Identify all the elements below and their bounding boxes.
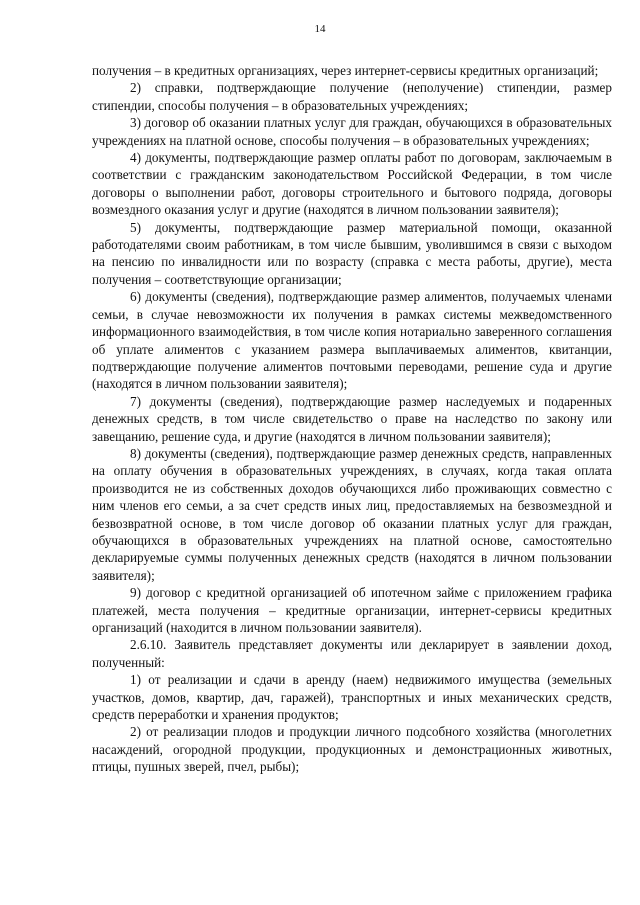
paragraph-item-6: 6) документы (сведения), подтверждающие размер алиментов, получаемых членами семьи, в случае невозможности их получения в рамках системы межведомственного информационного взаимодействия, в том числе копия нотариально заверенного соглашения об уплате алиментов с указанием размера выплачиваемых алиментов, квитанции, подтверждающие получение алиментов почтовыми переводами, решение суда и другие (находятся в личном пользовании заявителя); [92, 289, 612, 392]
page-number: 14 [314, 23, 326, 35]
paragraph-item-9: 9) договор с кредитной организацией об ипотечном займе с приложением графика платежей, места получения – кредитные организации, интернет-сервисы кредитных организаций (находится в личном пользовании заявителя). [92, 585, 612, 635]
document-body [92, 62, 612, 776]
paragraph-item-8: 8) документы (сведения), подтверждающие размер денежных средств, направленных на оплату обучения в образовательных учреждениях, в случаях, когда такая оплата производится не из собственных доходов обучающихся либо проживающих совместно с ним членов его семьи, а за счет средств иных лиц, предоставляемых на безвозмездной и безвозвратной основе, в том числе договор об оказании платных услуг для граждан, обучающихся в образовательных учреждениях на платной основе, самостоятельно декларируемые суммы полученных денежных средств (находятся в личном пользовании заявителя); [92, 445, 612, 583]
paragraph-item-7: 7) документы (сведения), подтверждающие размер наследуемых и подаренных денежных средств, в том числе свидетельство о праве на наследство по закону или завещанию, решение суда, и другие (находятся в личном пользовании заявителя); [92, 393, 612, 444]
paragraph-continuation: получения – в кредитных организациях, через интернет-сервисы кредитных организаций; [92, 63, 599, 78]
paragraph-item-3: 3) договор об оказании платных услуг для граждан, обучающихся в образовательных учреждениях на платной основе, способы получения – в образовательных учреждениях; [92, 115, 612, 148]
paragraph-item-2: 2) справки, подтверждающие получение (неполучение) стипендии, размер стипендии, способы получения – в образовательных учреждениях; [92, 80, 612, 113]
paragraph-item-5: 5) документы, подтверждающие размер материальной помощи, оказанной работодателями своим работникам, в том числе бывшим, уволившимся в связи с выходом на пенсию по инвалидности или по возрасту (справка с места работы, другие), места получения – соответствующие организации; [92, 219, 612, 287]
paragraph-section-2-6-10: 2.6.10. Заявитель представляет документы или декларирует в заявлении доход, полученный: [92, 637, 612, 670]
paragraph-income-item-1: 1) от реализации и сдачи в аренду (наем) недвижимого имущества (земельных участков, домов, квартир, дач, гаражей), транспортных и иных механических средств, средств переработки и хранения продуктов; [92, 672, 612, 723]
paragraph-item-4: 4) документы, подтверждающие размер оплаты работ по договорам, заключаемым в соответствии с гражданским законодательством Российской Федерации, в том числе договоры о выполнении работ, договоры строительного и бытового подряда, договоры возмездного оказания услуг и другие (находятся в личном пользовании заявителя); [92, 150, 612, 218]
paragraph-income-item-2: 2) от реализации плодов и продукции личного подсобного хозяйства (многолетних насаждений, огородной продукции, продукционных и демонстрационных животных, птицы, пушных зверей, пчел, рыбы); [92, 724, 612, 775]
